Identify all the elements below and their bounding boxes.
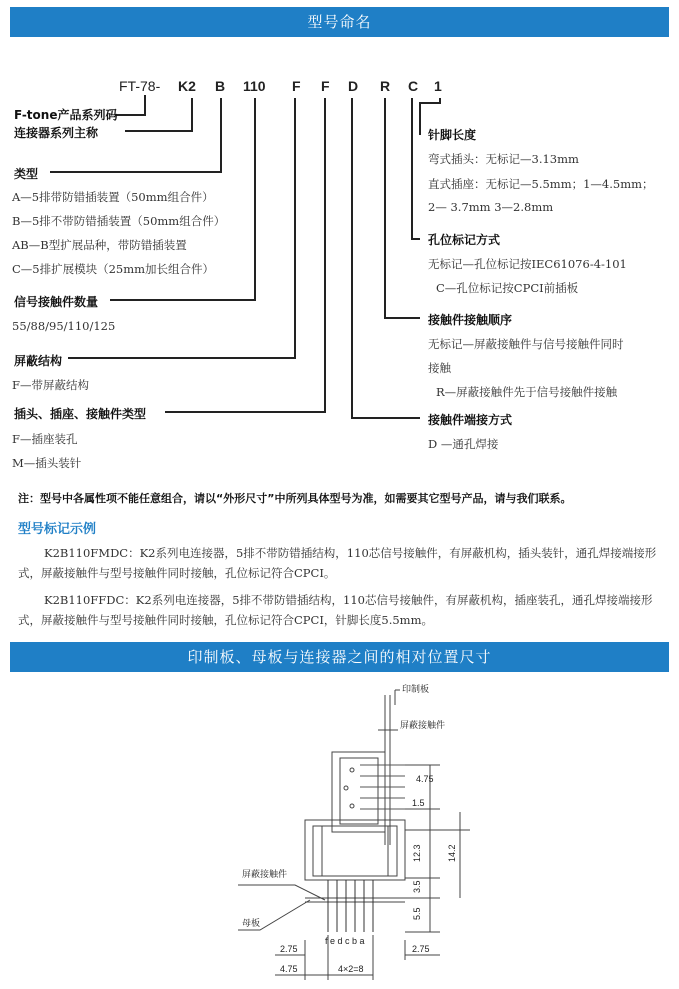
- label-connector-series: 连接器系列主称: [14, 126, 99, 140]
- hole-item: C—孔位标记按CPCI前插板: [436, 281, 579, 295]
- shield-contact-label-left: 屏蔽接触件: [242, 869, 288, 879]
- pin-letters: f e d c b a: [325, 936, 365, 946]
- term-value: D —通孔焊接: [428, 437, 499, 451]
- label-shield-title: 屏蔽结构: [14, 354, 63, 368]
- example-paragraph: K2B110FFDC：K2系列电连接器，5排不带防错插结构，110芯信号接触件，有屏蔽机构，插座装孔，通孔焊接端接形式，屏蔽接触件与型号接触件同时接触，孔位标记符合CPCI，针脚长度5.5mm。: [18, 593, 653, 627]
- signal-value: 55/88/95/110/125: [12, 319, 116, 333]
- code-part-b: B: [215, 78, 226, 94]
- code-part-f1: F: [292, 78, 301, 94]
- dim-label: 14.2: [447, 844, 457, 862]
- label-pin-title: 针脚长度: [428, 128, 477, 142]
- type-item: A—5排带防错插装置（50mm组合件）: [12, 190, 214, 204]
- order-item: 接触: [428, 361, 451, 375]
- dim-label: 2.75: [412, 944, 430, 954]
- code-part-k2: K2: [178, 78, 196, 94]
- example-paragraph: K2B110FMDC：K2系列电连接器，5排不带防错插结构，110芯信号接触件，有屏蔽机构，插头装针，通孔焊接端接形式，屏蔽接触件与型号接触件同时接触，孔位标记符合CPCI。: [18, 546, 657, 580]
- code-part-1: 1: [434, 78, 442, 94]
- label-hole-title: 孔位标记方式: [428, 233, 501, 247]
- order-item: 无标记—屏蔽接触件与信号接触件同时: [428, 337, 624, 351]
- backplane-label: 母板: [242, 918, 261, 928]
- dim-label: 4.75: [280, 964, 298, 974]
- dim-label: 3.5: [412, 880, 422, 893]
- label-plug-title: 插头、插座、接触件类型: [14, 407, 147, 421]
- order-item: R—屏蔽接触件先于信号接触件接触: [436, 385, 618, 399]
- label-series-code: F-tone产品系列码: [14, 108, 118, 122]
- code-part-d: D: [348, 78, 359, 94]
- label-term-title: 接触件端接方式: [428, 413, 513, 427]
- hole-item: 无标记—孔位标记按IEC61076-4-101: [428, 257, 627, 271]
- example-title: 型号标记示例: [18, 522, 97, 537]
- pcb-label: 印制板: [402, 684, 430, 694]
- label-type-title: 类型: [14, 167, 39, 181]
- plug-item: F—插座装孔: [12, 432, 78, 446]
- code-part-r: R: [380, 78, 391, 94]
- code-part-c: C: [408, 78, 419, 94]
- type-item: C—5排扩展模块（25mm加长组合件）: [12, 262, 215, 276]
- code-part-110: 110: [243, 78, 266, 94]
- label-order-title: 接触件接触顺序: [428, 313, 513, 327]
- code-part-f2: F: [321, 78, 330, 94]
- dim-label: 12.3: [412, 844, 422, 862]
- section-header-position: 印制板、母板与连接器之间的相对位置尺寸: [10, 642, 669, 672]
- dim-label: 4.75: [416, 774, 434, 784]
- shield-contact-label-top: 屏蔽接触件: [400, 720, 446, 730]
- pin-item: 弯式插头：无标记—3.13mm: [428, 152, 579, 166]
- dim-label: 5.5: [412, 907, 422, 920]
- shield-value: F—带屏蔽结构: [12, 378, 89, 392]
- pin-item: 2— 3.7mm 3—2.8mm: [428, 200, 554, 214]
- code-prefix: FT-78-: [119, 78, 161, 94]
- label-signal-title: 信号接触件数量: [14, 295, 99, 309]
- dim-label: 4×2=8: [338, 964, 364, 974]
- type-item: AB—B型扩展品种，带防错插装置: [12, 238, 187, 252]
- plug-item: M—插头装针: [12, 456, 82, 470]
- dim-label: 2.75: [280, 944, 298, 954]
- pin-item: 直式插座：无标记—5.5mm；1—4.5mm；: [428, 177, 654, 191]
- dim-label: 1.5: [412, 798, 425, 808]
- note-text: 注：型号中各属性项不能任意组合，请以“外形尺寸”中所列具体型号为准，如需要其它型号产品，请与我们联系。: [18, 492, 572, 505]
- type-item: B—5排不带防错插装置（50mm组合件）: [12, 214, 226, 228]
- section-header-naming: 型号命名: [10, 7, 669, 37]
